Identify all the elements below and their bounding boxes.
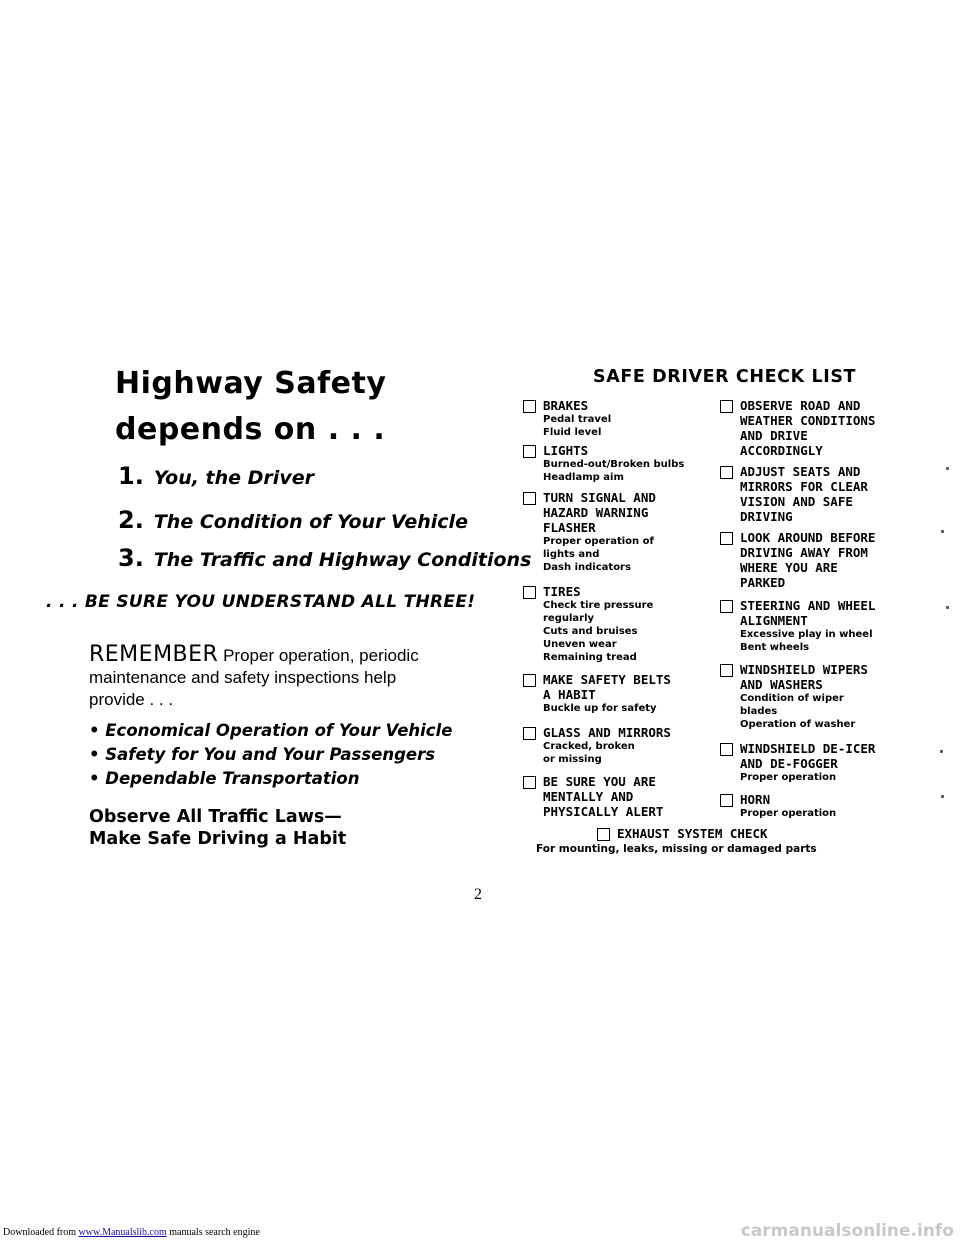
scan-speck	[941, 530, 944, 533]
scan-speck	[946, 467, 949, 470]
checklist-item-turn-signal: TURN SIGNAL AND HAZARD WARNING FLASHER Proper operation of lights and Dash indicators	[523, 490, 656, 574]
download-credit	[3, 1227, 260, 1238]
checkbox-icon[interactable]	[720, 532, 733, 545]
item-text: The Traffic and Highway Conditions	[153, 549, 532, 571]
safety-factor-item	[118, 544, 531, 572]
page-title-line1: Highway Safety	[115, 366, 387, 401]
manualslib-link[interactable]: www.Manualslib.com	[78, 1227, 167, 1238]
benefit-bullet: • Economical Operation of Your Vehicle	[89, 721, 453, 740]
checkbox-icon[interactable]	[523, 776, 536, 789]
checkbox-icon[interactable]	[523, 400, 536, 413]
checklist-item-brakes: BRAKES Pedal travel Fluid level	[523, 398, 611, 439]
be-sure-statement: . . . BE SURE YOU UNDERSTAND ALL THREE!	[46, 592, 476, 612]
checkbox-icon[interactable]	[523, 445, 536, 458]
exhaust-note: For mounting, leaks, missing or damaged parts	[536, 843, 817, 855]
observe-line2: Make Safe Driving a Habit	[89, 829, 347, 849]
download-prefix: Downloaded from	[3, 1227, 79, 1238]
checklist-title: SAFE DRIVER CHECK LIST	[593, 367, 857, 387]
checkbox-icon[interactable]	[720, 400, 733, 413]
checklist-item-glass-mirrors: GLASS AND MIRRORS Cracked, broken or missing	[523, 725, 671, 766]
remember-paragraph	[89, 644, 419, 711]
checklist-item-safety-belts: MAKE SAFETY BELTS A HABIT Buckle up for safety	[523, 672, 671, 715]
checkbox-icon[interactable]	[720, 600, 733, 613]
safety-factor-item	[118, 506, 468, 534]
checkbox-icon[interactable]	[720, 664, 733, 677]
checkbox-icon[interactable]	[523, 586, 536, 599]
checklist-item-road-conditions: OBSERVE ROAD AND WEATHER CONDITIONS AND DRIVE ACCORDINGLY	[720, 398, 875, 458]
checklist-item-steering: STEERING AND WHEEL ALIGNMENT Excessive play in wheel Bent wheels	[720, 598, 875, 654]
item-text: The Condition of Your Vehicle	[153, 511, 468, 533]
download-suffix: manuals search engine	[166, 1227, 260, 1238]
scan-speck	[941, 795, 944, 798]
page-number: 2	[474, 886, 482, 903]
checklist-item-horn: HORN Proper operation	[720, 792, 836, 820]
checklist-item-deicer: WINDSHIELD DE-ICER AND DE-FOGGER Proper operation	[720, 741, 875, 784]
scan-speck	[940, 750, 943, 753]
checkbox-icon[interactable]	[597, 828, 610, 841]
remember-word: REMEMBER	[89, 642, 219, 667]
checklist-item-wipers: WINDSHIELD WIPERS AND WASHERS Condition of wiper blades Operation of washer	[720, 662, 868, 731]
checklist-item-exhaust: EXHAUST SYSTEM CHECK	[597, 826, 768, 841]
checkbox-icon[interactable]	[523, 727, 536, 740]
item-number: 1.	[118, 462, 144, 490]
benefit-bullet: • Safety for You and Your Passengers	[89, 745, 436, 764]
scan-speck	[946, 606, 949, 609]
checkbox-icon[interactable]	[523, 674, 536, 687]
checklist-item-alert: BE SURE YOU ARE MENTALLY AND PHYSICALLY ALERT	[523, 774, 663, 819]
page-title-line2: depends on . . .	[115, 412, 386, 447]
site-watermark: carmanualsonline.info	[740, 1221, 954, 1241]
benefit-bullet: • Dependable Transportation	[89, 769, 360, 788]
checklist-item-tires: TIRES Check tire pressure regularly Cuts and bruises Uneven wear Remaining tread	[523, 584, 653, 664]
checklist-item-adjust-seats: ADJUST SEATS AND MIRRORS FOR CLEAR VISION AND SAFE DRIVING	[720, 464, 868, 524]
item-number: 2.	[118, 506, 144, 534]
observe-line1: Observe All Traffic Laws—	[89, 807, 342, 827]
checkbox-icon[interactable]	[720, 466, 733, 479]
checkbox-icon[interactable]	[523, 492, 536, 505]
checklist-item-lights: LIGHTS Burned-out/Broken bulbs Headlamp aim	[523, 443, 684, 484]
remember-text: Proper operation, periodic maintenance and safety inspections help provide . . .	[89, 646, 419, 709]
checkbox-icon[interactable]	[720, 743, 733, 756]
checkbox-icon[interactable]	[720, 794, 733, 807]
observe-laws-heading	[89, 806, 346, 850]
item-text: You, the Driver	[153, 467, 314, 489]
item-number: 3.	[118, 544, 144, 572]
safety-factor-item	[118, 462, 314, 490]
checklist-item-look-around: LOOK AROUND BEFORE DRIVING AWAY FROM WHERE YOU ARE PARKED	[720, 530, 875, 590]
